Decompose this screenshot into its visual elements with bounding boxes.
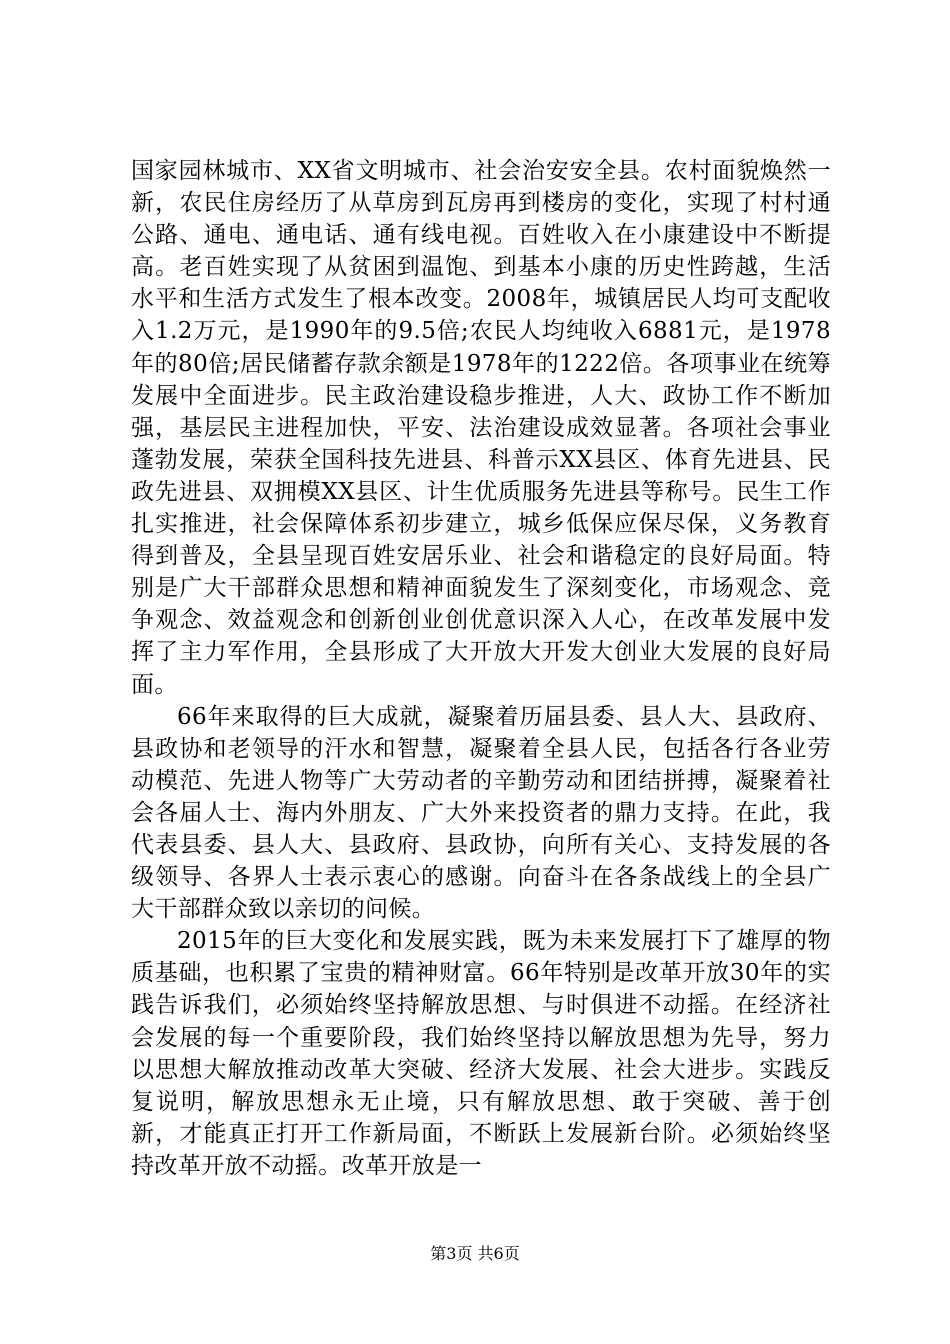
paragraph-achievements: 66年来取得的巨大成就，凝聚着历届县委、县人大、县政府、县政协和老领导的汗水和智慧，凝聚着全县人民，包括各行各业劳动模范、先进人物等广大劳动者的辛勤劳动和团结拼搏，凝聚着社会各届人士、海内外朋友、广大外来投资者的鼎力支持。在此，我代表县委、县人大、县政府、县政协，向所有关心、支持发展的各级领导、各界人士表示衷心的感谢。向奋斗在各条战线上的全县广大干部群众致以亲切的问候。 [131,703,831,923]
page-number-footer: 第3页 共6页 [430,1244,520,1263]
paragraph-continued: 国家园林城市、XX省文明城市、社会治安安全县。农村面貌焕然一新，农民住房经历了从草房到瓦房再到楼房的变化，实现了村村通公路、通电、通电话、通有线电视。百姓收入在小康建设中不断提高。老百姓实现了从贫困到温饱、到基本小康的历史性跨越，生活水平和生活方式发生了根本改变。2008年，城镇居民人均可支配收入1.2万元，是1990年的9.5倍;农民人均纯收入6881元，是1978年的80倍;居民储蓄存款余额是1978年的1222倍。各项事业在统筹发展中全面进步。民主政治建设稳步推进，人大、政协工作不断加强，基层民主进程加快，平安、法治建设成效显著。各项社会事业蓬勃发展，荣获全国科技先进县、科普示XX县区、体育先进县、民政先进县、双拥模XX县区、计生优质服务先进县等称号。民生工作扎实推进，社会保障体系初步建立，城乡低保应保尽保，义务教育得到普及，全县呈现百姓安居乐业、社会和谐稳定的良好局面。特别是广大干部群众思想和精神面貌发生了深刻变化，市场观念、竞争观念、效益观念和创新创业创优意识深入人心，在改革发展中发挥了主力军作用，全县形成了大开放大开发大创业大发展的良好局面。 [131,158,831,698]
document-body [131,155,831,1182]
paragraph-experience: 2015年的巨大变化和发展实践，既为未来发展打下了雄厚的物质基础，也积累了宝贵的精神财富。66年特别是改革开放30年的实践告诉我们，必须始终坚持解放思想、与时俱进不动摇。在经济社会发展的每一个重要阶段，我们始终坚持以解放思想为先导，努力以思想大解放推动改革大突破、经济大发展、社会大进步。实践反复说明，解放思想永无止境，只有解放思想、敢于突破、善于创新，才能真正打开工作新局面，不断跃上发展新台阶。必须始终坚持改革开放不动摇。改革开放是一 [131,928,831,1179]
